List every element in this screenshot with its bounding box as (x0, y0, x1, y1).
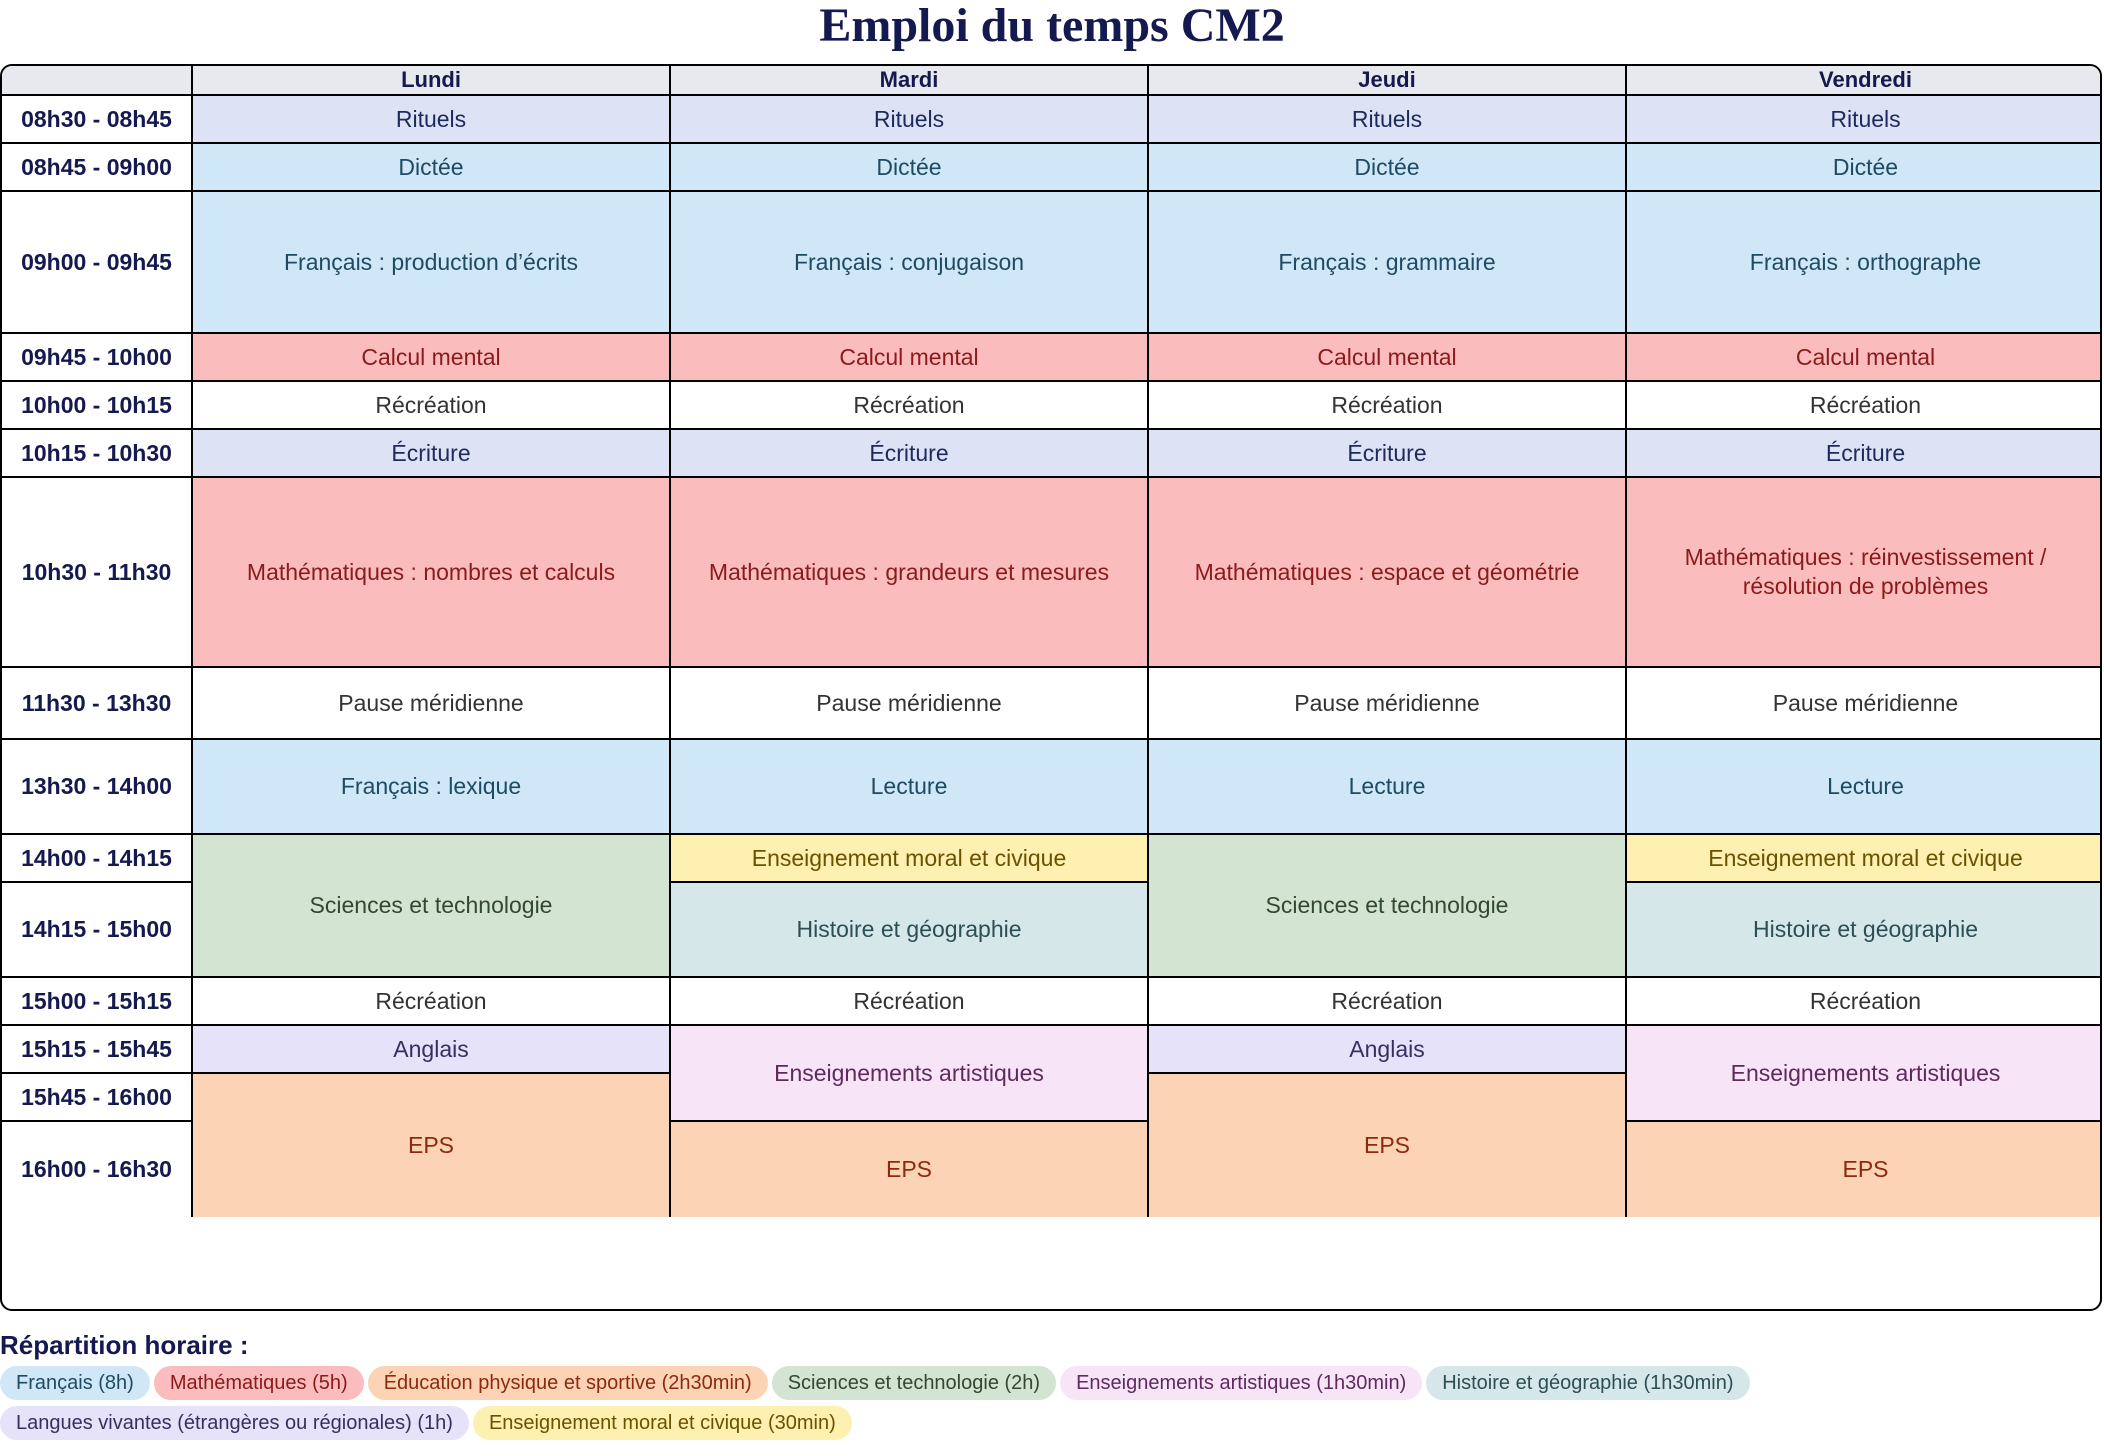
lesson-cell: Anglais (1149, 1026, 1627, 1074)
lesson-cell: Pause méridienne (1149, 668, 1627, 740)
lesson-cell: EPS (1627, 1122, 2102, 1217)
lesson-cell: Écriture (1149, 430, 1627, 478)
time-slot: 14h00 - 14h15 (2, 835, 193, 883)
lesson-cell: Rituels (1149, 96, 1627, 144)
time-slot: 14h15 - 15h00 (2, 883, 193, 978)
lesson-cell: Dictée (1149, 144, 1627, 192)
timetable-grid (0, 64, 2102, 1311)
time-slot: 09h00 - 09h45 (2, 192, 193, 334)
day-header-mardi: Mardi (671, 66, 1149, 96)
lesson-cell: Sciences et technologie (1149, 835, 1627, 978)
lesson-cell: Récréation (1149, 382, 1627, 430)
legend-item-sciences: Sciences et technologie (2h) (772, 1366, 1056, 1400)
lesson-cell: Récréation (1149, 978, 1627, 1026)
lesson-cell: Calcul mental (671, 334, 1149, 382)
legend-item-histoire-geo: Histoire et géographie (1h30min) (1426, 1366, 1749, 1400)
legend-item-eps: Éducation physique et sportive (2h30min) (368, 1366, 768, 1400)
time-slot: 15h45 - 16h00 (2, 1074, 193, 1122)
day-header-vendredi: Vendredi (1627, 66, 2102, 96)
lesson-cell: Français : grammaire (1149, 192, 1627, 334)
legend-item-arts: Enseignements artistiques (1h30min) (1060, 1366, 1422, 1400)
legend-item-francais: Français (8h) (0, 1366, 150, 1400)
time-slot: 15h00 - 15h15 (2, 978, 193, 1026)
lesson-cell: Récréation (1627, 978, 2102, 1026)
lesson-cell: Mathématiques : espace et géométrie (1149, 478, 1627, 668)
lesson-cell: Enseignements artistiques (671, 1026, 1149, 1122)
lesson-cell: Français : production d’écrits (193, 192, 671, 334)
lesson-cell: Enseignement moral et civique (1627, 835, 2102, 883)
lesson-cell: Français : orthographe (1627, 192, 2102, 334)
header-corner (2, 66, 193, 96)
time-slot: 08h45 - 09h00 (2, 144, 193, 192)
lesson-cell: EPS (1149, 1074, 1627, 1217)
lesson-cell: Dictée (671, 144, 1149, 192)
lesson-cell: Calcul mental (1149, 334, 1627, 382)
lesson-cell: Mathématiques : grandeurs et mesures (671, 478, 1149, 668)
lesson-cell: Écriture (671, 430, 1149, 478)
lesson-cell: Lecture (1149, 740, 1627, 835)
lesson-cell: Anglais (193, 1026, 671, 1074)
lesson-cell: EPS (193, 1074, 671, 1217)
lesson-cell: Récréation (671, 382, 1149, 430)
lesson-cell: Récréation (193, 978, 671, 1026)
lesson-cell: Écriture (1627, 430, 2102, 478)
legend-item-langues: Langues vivantes (étrangères ou régionales) (1h) (0, 1406, 469, 1440)
lesson-cell: Français : conjugaison (671, 192, 1149, 334)
time-slot: 09h45 - 10h00 (2, 334, 193, 382)
time-slot: 16h00 - 16h30 (2, 1122, 193, 1217)
lesson-cell: Sciences et technologie (193, 835, 671, 978)
page-title: Emploi du temps CM2 (819, 0, 1285, 52)
lesson-cell: Enseignements artistiques (1627, 1026, 2102, 1122)
lesson-cell: Mathématiques : réinvestissement / résolution de problèmes (1627, 478, 2102, 668)
time-slot: 10h00 - 10h15 (2, 382, 193, 430)
time-slot: 15h15 - 15h45 (2, 1026, 193, 1074)
lesson-cell: Pause méridienne (1627, 668, 2102, 740)
day-header-lundi: Lundi (193, 66, 671, 96)
legend (0, 1366, 1900, 1440)
lesson-cell: Récréation (671, 978, 1149, 1026)
lesson-cell: Lecture (671, 740, 1149, 835)
time-slot: 10h30 - 11h30 (2, 478, 193, 668)
lesson-cell: Dictée (193, 144, 671, 192)
time-slot: 11h30 - 13h30 (2, 668, 193, 740)
lesson-cell: Pause méridienne (671, 668, 1149, 740)
lesson-cell: Récréation (193, 382, 671, 430)
time-slot: 10h15 - 10h30 (2, 430, 193, 478)
lesson-cell: Rituels (671, 96, 1149, 144)
lesson-cell: Dictée (1627, 144, 2102, 192)
lesson-cell: Récréation (1627, 382, 2102, 430)
lesson-cell: Histoire et géographie (671, 883, 1149, 978)
time-slot: 13h30 - 14h00 (2, 740, 193, 835)
lesson-cell: EPS (671, 1122, 1149, 1217)
lesson-cell: Rituels (1627, 96, 2102, 144)
lesson-cell: Lecture (1627, 740, 2102, 835)
legend-item-emc: Enseignement moral et civique (30min) (473, 1406, 852, 1440)
lesson-cell: Calcul mental (193, 334, 671, 382)
legend-title: Répartition horaire : (0, 1330, 249, 1360)
lesson-cell: Enseignement moral et civique (671, 835, 1149, 883)
lesson-cell: Écriture (193, 430, 671, 478)
lesson-cell: Mathématiques : nombres et calculs (193, 478, 671, 668)
lesson-cell: Histoire et géographie (1627, 883, 2102, 978)
day-header-jeudi: Jeudi (1149, 66, 1627, 96)
lesson-cell: Français : lexique (193, 740, 671, 835)
lesson-cell: Pause méridienne (193, 668, 671, 740)
time-slot: 08h30 - 08h45 (2, 96, 193, 144)
legend-item-mathematiques: Mathématiques (5h) (154, 1366, 364, 1400)
lesson-cell: Calcul mental (1627, 334, 2102, 382)
lesson-cell: Rituels (193, 96, 671, 144)
